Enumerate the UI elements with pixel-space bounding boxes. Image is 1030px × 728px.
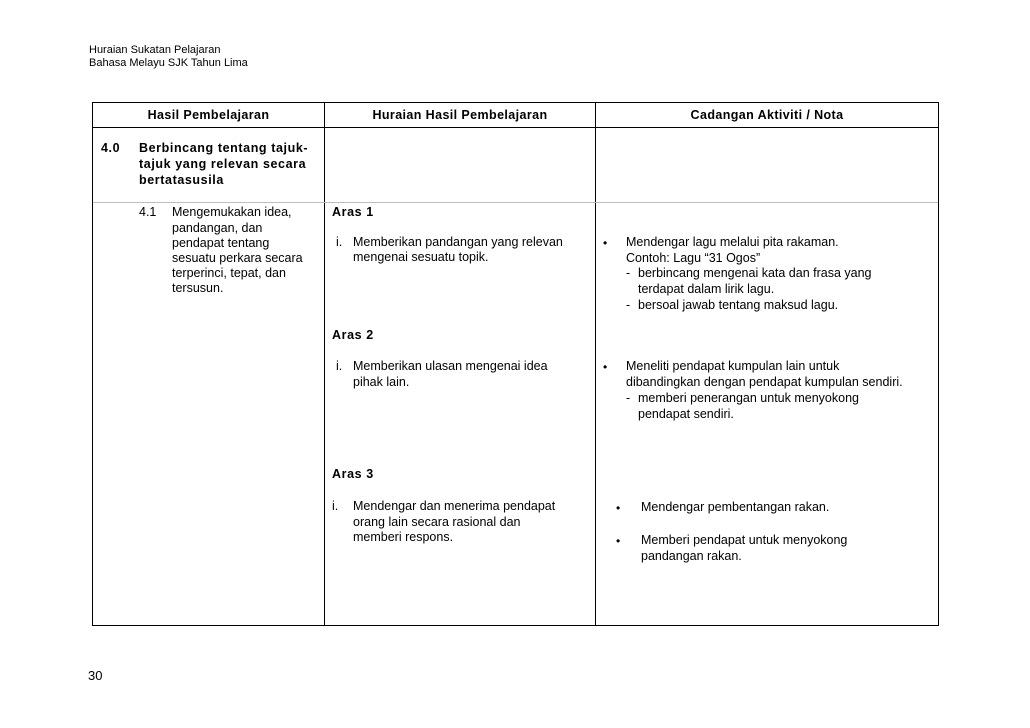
level-item-line: mengenai sesuatu topik. — [353, 250, 489, 264]
subtopic-line: tersusun. — [172, 281, 224, 295]
level-item-line: orang lain secara rasional dan — [353, 515, 521, 529]
level-item-line: Mendengar dan menerima pendapat — [353, 499, 556, 513]
activity-sub-line: memberi penerangan untuk menyokong — [638, 391, 859, 405]
activity-dash: - — [626, 266, 631, 280]
subtopic-number: 4.1 — [139, 205, 157, 219]
topic-line: bertatasusila — [139, 173, 224, 187]
activity-dash: - — [626, 391, 631, 405]
activity-sub-line: pendapat sendiri. — [638, 407, 734, 421]
activity-line: Mendengar pembentangan rakan. — [641, 500, 830, 514]
level-title: Aras 2 — [332, 328, 374, 342]
level-title: Aras 1 — [332, 205, 374, 219]
level-item-number: i. — [332, 499, 339, 513]
page-number: 30 — [88, 668, 103, 683]
activity-sub-line: berbincang mengenai kata dan frasa yang — [638, 266, 872, 280]
activity-dash: - — [626, 298, 631, 312]
column-header-hasil: Hasil Pembelajaran — [147, 108, 270, 122]
doc-header-line-1: Huraian Sukatan Pelajaran — [89, 44, 221, 56]
activity-line: Mendengar lagu melalui pita rakaman. — [626, 235, 839, 249]
activity-line: dibandingkan dengan pendapat kumpulan sendiri. — [626, 375, 903, 389]
level-item-number: i. — [336, 235, 343, 249]
level-item-line: Memberikan ulasan mengenai idea — [353, 359, 548, 373]
bullet-icon: • — [616, 501, 621, 515]
level-item-line: Memberikan pandangan yang relevan — [353, 235, 563, 249]
activity-sub-line: terdapat dalam lirik lagu. — [638, 282, 775, 296]
level-item-line: memberi respons. — [353, 530, 454, 544]
activity-line: Meneliti pendapat kumpulan lain untuk — [626, 359, 840, 373]
subtopic-line: sesuatu perkara secara — [172, 251, 303, 265]
column-header-cadangan: Cadangan Aktiviti / Nota — [690, 108, 844, 122]
subtopic-line: pandangan, dan — [172, 221, 263, 235]
subtopic-line: terperinci, tepat, dan — [172, 266, 286, 280]
activity-line: pandangan rakan. — [641, 549, 742, 563]
activity-line: Contoh: Lagu “31 Ogos” — [626, 251, 761, 265]
level-item-line: pihak lain. — [353, 375, 410, 389]
level-item-number: i. — [336, 359, 343, 373]
topic-line: tajuk yang relevan secara — [139, 157, 307, 171]
activity-line: Memberi pendapat untuk menyokong — [641, 533, 848, 547]
topic-line: Berbincang tentang tajuk- — [139, 141, 309, 155]
level-title: Aras 3 — [332, 467, 374, 481]
bullet-icon: • — [603, 236, 608, 250]
bullet-icon: • — [603, 360, 608, 374]
bullet-icon: • — [616, 534, 621, 548]
activity-sub-line: bersoal jawab tentang maksud lagu. — [638, 298, 839, 312]
column-header-huraian: Huraian Hasil Pembelajaran — [372, 108, 548, 122]
doc-header-line-2: Bahasa Melayu SJK Tahun Lima — [89, 57, 248, 69]
subtopic-line: Mengemukakan idea, — [172, 205, 292, 219]
topic-number: 4.0 — [101, 141, 121, 155]
subtopic-line: pendapat tentang — [172, 236, 270, 250]
